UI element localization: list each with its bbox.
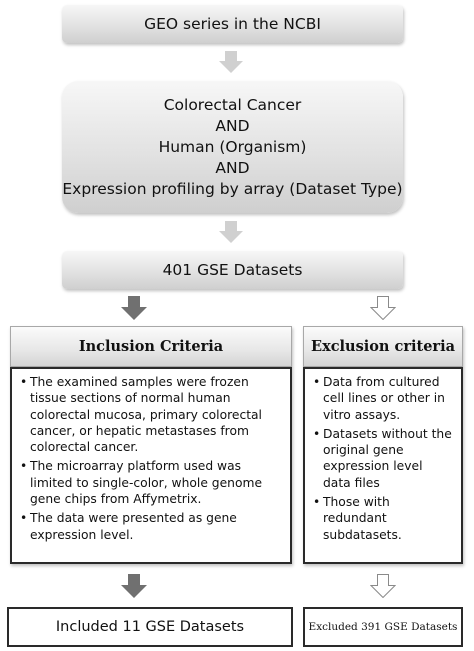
inclusion-arrow-icon: [121, 296, 147, 320]
search-term-line: Human (Organism): [158, 137, 307, 156]
inclusion-item: • The microarray platform used was limited to single-color, whole genome gene chips from Affymetrix.: [20, 458, 282, 507]
exclusion-item: • Those with redundant subdatasets.: [313, 494, 453, 543]
inclusion-criteria-list: [10, 367, 292, 564]
inclusion-title: Inclusion Criteria: [78, 338, 224, 355]
exclusion-item: • Data from cultured cell lines or other in vitro assays.: [313, 374, 453, 423]
exclusion-criteria-list: [303, 367, 463, 564]
inclusion-criteria-header: [10, 326, 292, 367]
geo-source-text: GEO series in the NCBI: [144, 15, 321, 33]
excluded-arrow-icon: [370, 574, 396, 598]
inclusion-item: • The examined samples were frozen tissue sections of normal human colorectal mucosa, primary colorectal cancer, or hepatic metastases from colorectal cancer.: [20, 374, 282, 455]
exclusion-item: • Datasets without the original gene expression level data files: [313, 426, 453, 491]
excluded-result-text: Excluded 391 GSE Datasets: [308, 621, 458, 633]
exclusion-criteria-header: [303, 326, 463, 367]
search-term-line: Expression profiling by array (Dataset Type): [62, 179, 403, 198]
down-arrow-2: [219, 221, 243, 243]
search-criteria-box: [62, 81, 403, 213]
exclusion-title: Exclusion criteria: [311, 338, 455, 355]
exclusion-arrow-icon: [370, 296, 396, 320]
geo-source-box: [62, 5, 403, 43]
search-term-line: Colorectal Cancer: [163, 95, 302, 114]
total-datasets-box: [62, 251, 403, 289]
down-arrow-1: [219, 51, 243, 73]
search-operator-line: AND: [215, 158, 250, 177]
total-datasets-text: 401 GSE Datasets: [162, 261, 303, 279]
excluded-result-box: [303, 607, 463, 647]
search-operator-line: AND: [215, 116, 250, 135]
included-result-text: Included 11 GSE Datasets: [55, 619, 245, 635]
included-result-box: [7, 607, 293, 647]
included-arrow-icon: [121, 574, 147, 598]
inclusion-item: • The data were presented as gene expression level.: [20, 510, 282, 543]
